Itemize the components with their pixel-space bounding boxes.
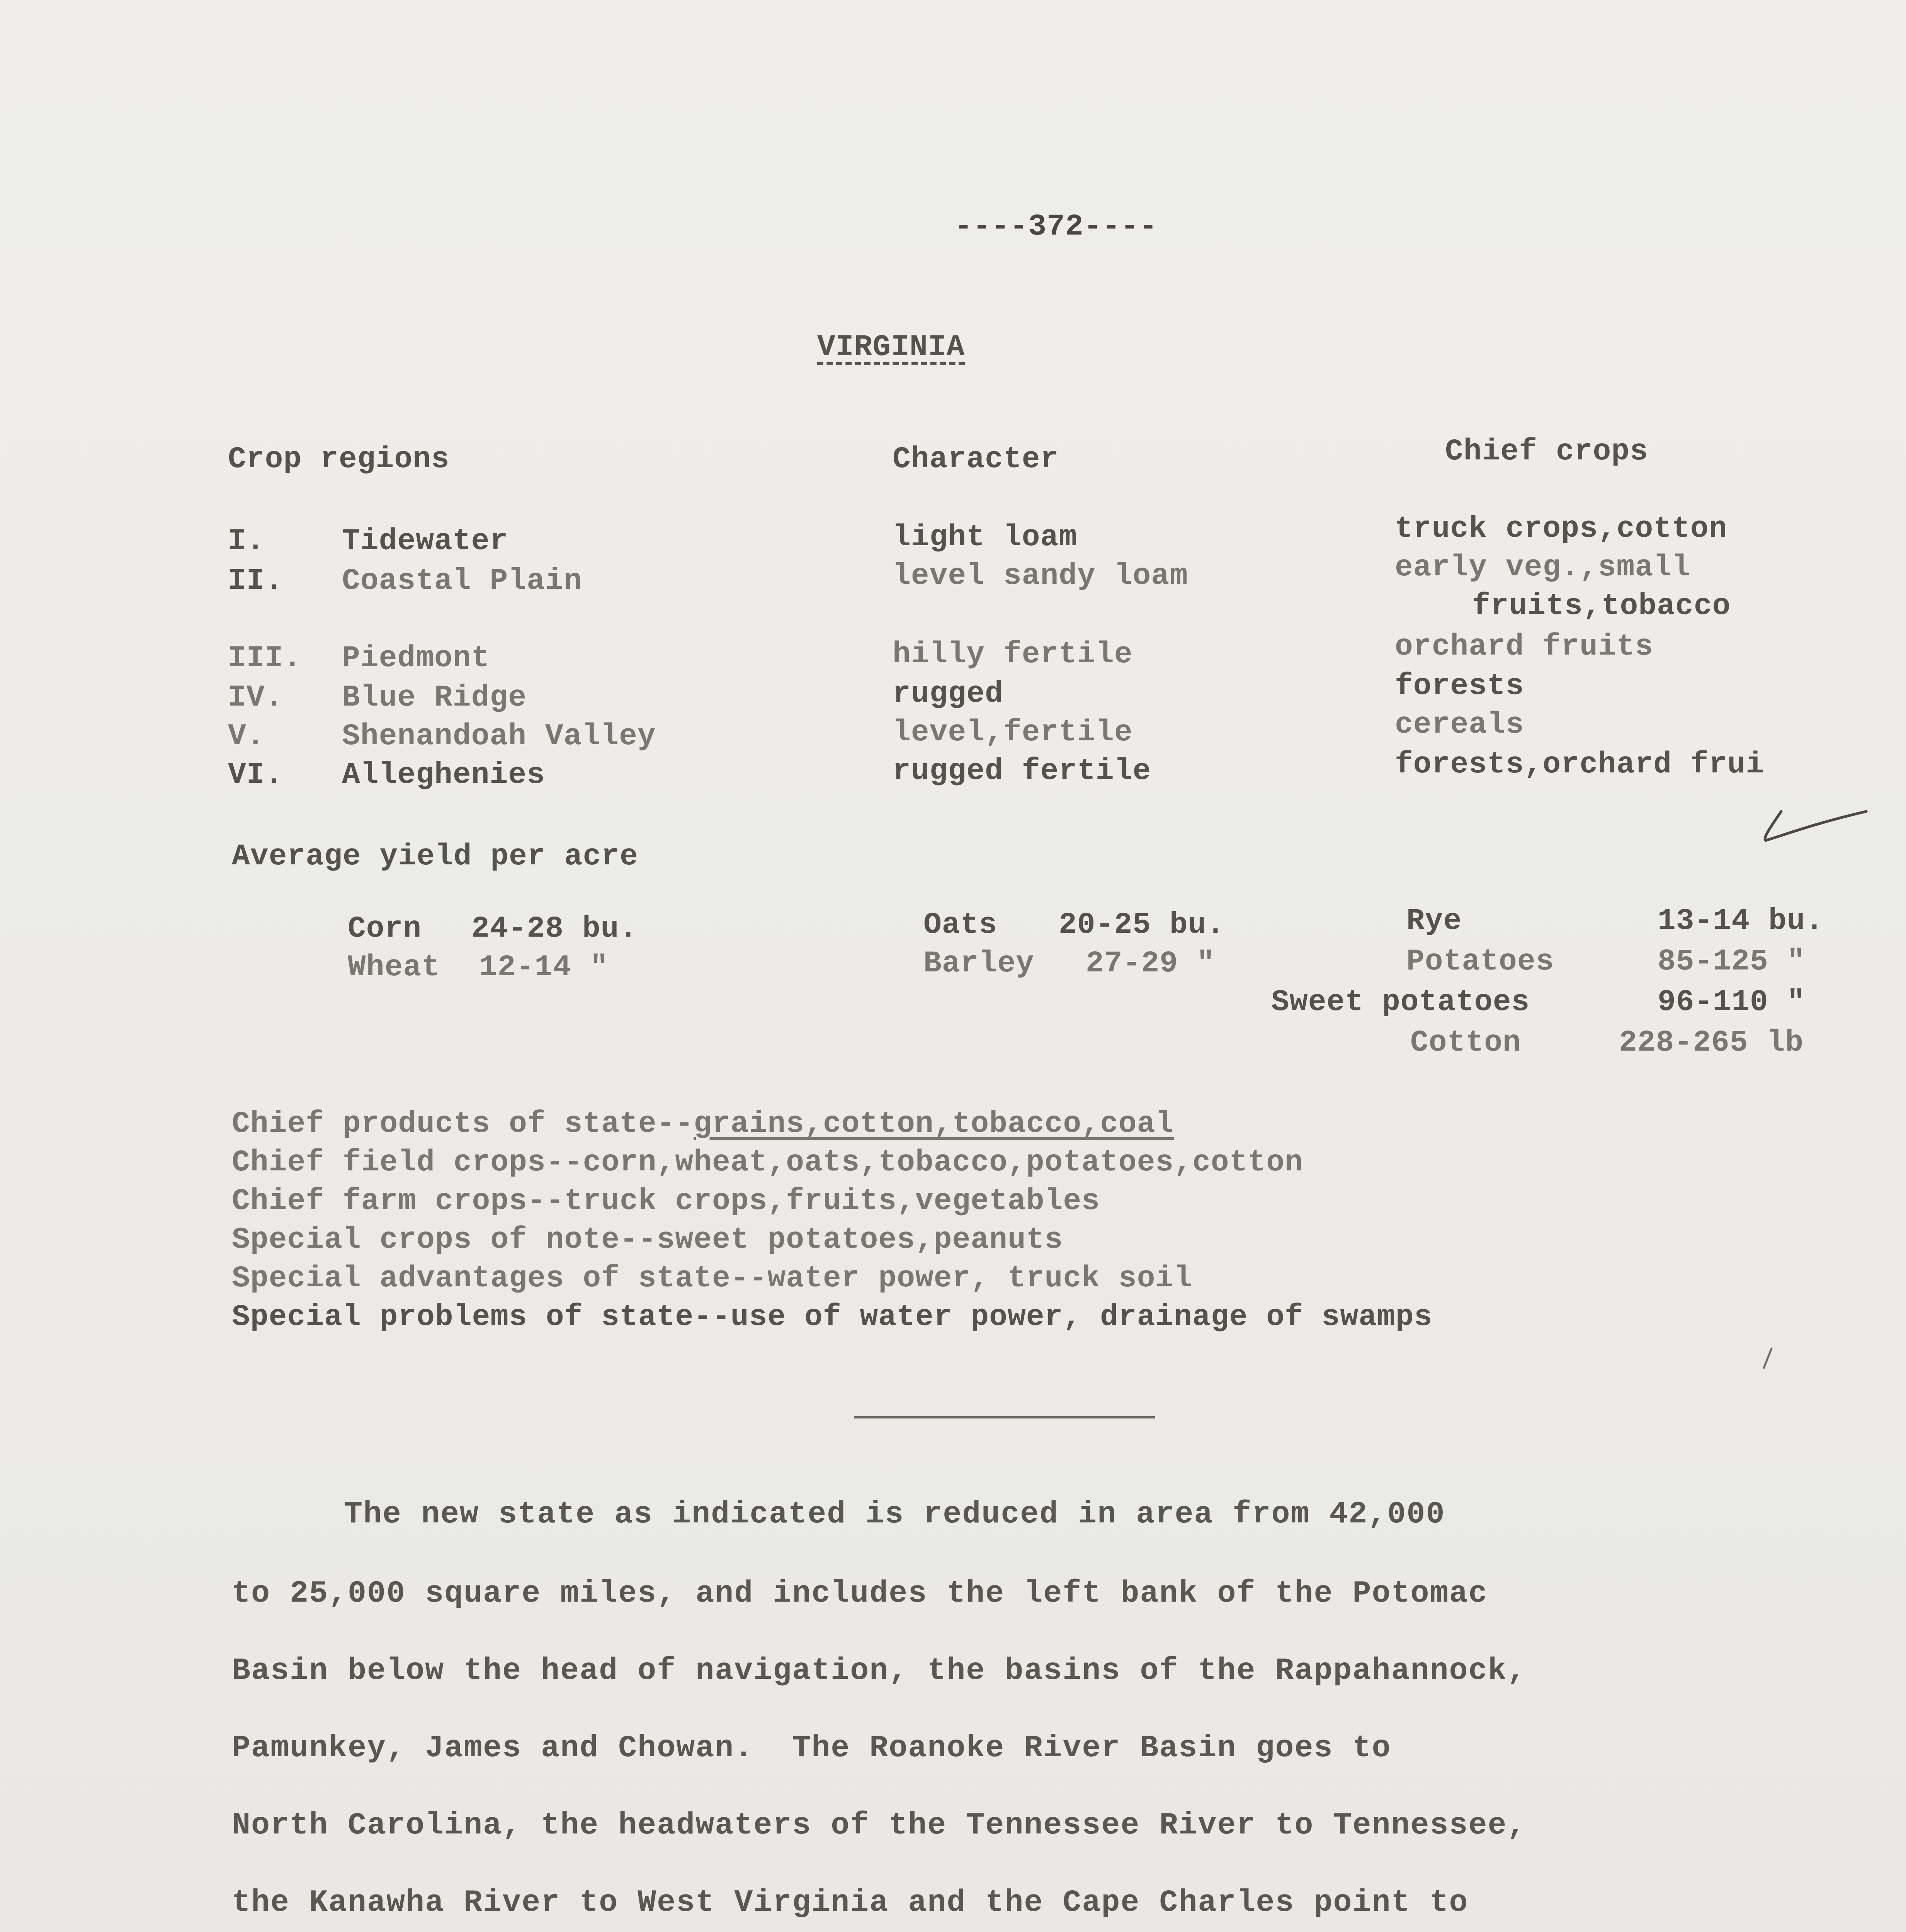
region-character: rugged fertile <box>893 754 1151 788</box>
region-crops: early veg.,small <box>1395 551 1690 585</box>
region-name: Shenandoah Valley <box>342 719 656 753</box>
section-divider <box>854 1416 1155 1418</box>
yield-crop: Potatoes <box>1406 945 1554 979</box>
region-numeral: VI. <box>228 758 284 792</box>
region-numeral: II. <box>228 564 284 598</box>
chief-products-value: grains,cotton,tobacco,coal <box>694 1107 1174 1141</box>
yield-crop: Wheat <box>348 951 440 985</box>
body-line: The new state as indicated is reduced in area from 42,000 <box>344 1497 1445 1532</box>
character-header: Character <box>893 442 1059 476</box>
crop-regions-header: Crop regions <box>228 442 450 476</box>
yield-value: 24-28 bu. <box>471 912 638 946</box>
yield-crop: Sweet potatoes <box>1271 985 1530 1019</box>
body-line: Pamunkey, James and Chowan. The Roanoke River Basin goes to <box>232 1731 1391 1766</box>
body-line: to 25,000 square miles, and includes the left bank of the Potomac <box>232 1576 1488 1611</box>
yield-value: 12-14 " <box>479 951 609 985</box>
chief-field-crops-line: Chief field crops--corn,wheat,oats,tobacco,potatoes,cotton <box>232 1146 1303 1180</box>
region-character: hilly fertile <box>893 638 1133 672</box>
region-name: Coastal Plain <box>342 564 582 598</box>
region-character: light loam <box>893 520 1078 554</box>
region-crops: truck crops,cotton <box>1395 512 1727 546</box>
pencil-check-mark-icon <box>1754 796 1870 850</box>
yield-value: 20-25 bu. <box>1059 908 1225 942</box>
region-character: level,fertile <box>893 716 1133 750</box>
region-character: rugged <box>893 677 1003 711</box>
special-advantages-line: Special advantages of state--water power, truck soil <box>232 1262 1192 1296</box>
page-title: VIRGINIA <box>817 330 965 364</box>
region-numeral: IV. <box>228 681 284 715</box>
region-crops: cereals <box>1395 708 1524 742</box>
yield-crop: Barley <box>923 947 1034 981</box>
chief-crops-header: Chief crops <box>1445 435 1648 469</box>
yield-value: 27-29 " <box>1086 947 1215 981</box>
region-crops: orchard fruits <box>1395 630 1654 664</box>
region-crops: forests <box>1395 669 1524 703</box>
yield-value: 85-125 " <box>1658 945 1806 979</box>
body-line: Basin below the head of navigation, the basins of the Rappahannock, <box>232 1653 1527 1689</box>
chief-farm-crops-line: Chief farm crops--truck crops,fruits,vegetables <box>232 1184 1100 1218</box>
region-name: Blue Ridge <box>342 681 527 715</box>
body-line: North Carolina, the headwaters of the Tennessee River to Tennessee, <box>232 1808 1527 1843</box>
region-numeral: III. <box>228 641 302 675</box>
yield-crop: Cotton <box>1410 1026 1521 1060</box>
yield-value: 228-265 lb <box>1619 1026 1804 1060</box>
region-character: level sandy loam <box>893 559 1188 593</box>
chief-products-label: Chief products of state-- <box>232 1107 694 1141</box>
yield-crop: Oats <box>923 908 998 942</box>
yield-heading: Average yield per acre <box>232 840 638 874</box>
yield-value: 13-14 bu. <box>1658 904 1824 938</box>
yield-value: 96-110 " <box>1658 985 1806 1019</box>
region-crops-continued: fruits,tobacco <box>1472 589 1731 623</box>
special-problems-line: Special problems of state--use of water power, drainage of swamps <box>232 1300 1433 1334</box>
region-crops: forests,orchard frui <box>1395 748 1765 782</box>
yield-crop: Rye <box>1406 904 1462 938</box>
region-numeral: V. <box>228 719 265 753</box>
region-name: Piedmont <box>342 641 490 675</box>
special-crops-line: Special crops of note--sweet potatoes,peanuts <box>232 1223 1063 1257</box>
body-line: the Kanawha River to West Virginia and the Cape Charles point to <box>232 1885 1469 1920</box>
region-name: Tidewater <box>342 524 508 558</box>
region-name: Alleghenies <box>342 758 545 792</box>
region-numeral: I. <box>228 524 265 558</box>
chief-products-line <box>232 1109 1174 1139</box>
pencil-tick-icon <box>1760 1347 1775 1370</box>
page-number: ----372---- <box>954 210 1158 244</box>
yield-crop: Corn <box>348 912 422 946</box>
